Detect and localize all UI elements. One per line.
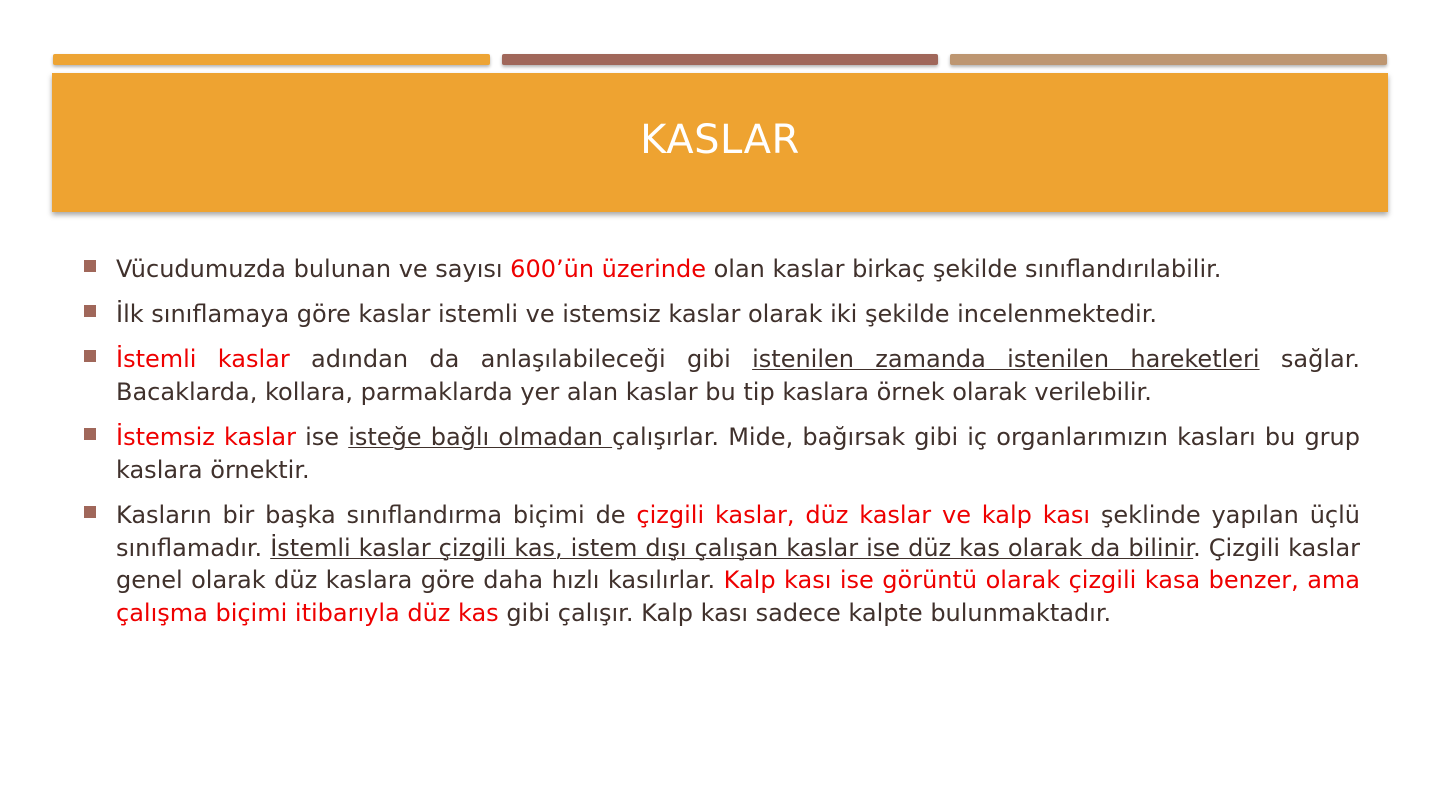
- square-bullet-icon: [84, 428, 96, 440]
- bullet-item-4: [83, 421, 1360, 486]
- square-bullet-icon: [84, 305, 96, 317]
- square-bullet-icon: [84, 260, 96, 272]
- bullet-item-1: [83, 253, 1360, 286]
- slide-title: KASLAR: [640, 116, 800, 163]
- square-bullet-icon: [84, 350, 96, 362]
- highlight-text: İstemli kaslar: [116, 345, 290, 373]
- bullet-text: Kasların bir başka sınıflandırma biçimi de: [116, 501, 637, 529]
- accent-bar-tan: [950, 54, 1387, 65]
- bullet-text: olan kaslar birkaç şekilde sınıflandırılabilir.: [705, 255, 1222, 283]
- bullet-item-5: [83, 499, 1360, 629]
- bullet-list: [83, 253, 1360, 642]
- highlight-text: çizgili kaslar, düz kaslar ve kalp kası: [636, 501, 1091, 529]
- bullet-text: . Çizgili kaslar genel olarak düz kaslara göre daha hızlı kasılırlar.: [116, 533, 1361, 594]
- bullet-text: şeklinde yapılan üçlü sınıflamadır.: [116, 501, 1360, 562]
- bullet-text: çalışırlar. Mide, bağırsak gibi iç organlarımızın kasları bu grup kaslara örnektir.: [116, 423, 1360, 484]
- underlined-text: İstemli kaslar çizgili kas, istem dışı çalışan kaslar ise düz kas olarak da bilinir: [270, 533, 1194, 562]
- bullet-text: sağlar. Bacaklarda, kollara, parmaklarda yer alan kaslar bu tip kaslara örnek olarak verilebilir.: [116, 345, 1361, 406]
- accent-bar-brown: [502, 54, 938, 65]
- underlined-text: istenilen zamanda istenilen hareketleri: [752, 345, 1260, 373]
- highlight-text: Kalp kası ise görüntü olarak çizgili kasa benzer, ama çalışma biçimi itibarıyla düz kas: [116, 566, 1360, 627]
- accent-bar-orange: [53, 54, 490, 65]
- title-banner: [52, 73, 1388, 212]
- bullet-text: adından da anlaşılabileceği gibi: [289, 345, 753, 373]
- bullet-text: İlk sınıflamaya göre kaslar istemli ve istemsiz kaslar olarak iki şekilde incelenmektedir.: [116, 299, 1158, 328]
- bullet-item-3: [83, 343, 1360, 408]
- bullet-text: Vücudumuzda bulunan ve sayısı: [116, 255, 511, 283]
- underlined-text: isteğe bağlı olmadan: [348, 423, 613, 451]
- bullet-item-2: [83, 298, 1360, 331]
- bullet-text: ise: [295, 423, 349, 451]
- highlight-text: İstemsiz kaslar: [116, 423, 296, 451]
- bullet-text: gibi çalışır. Kalp kası sadece kalpte bulunmaktadır.: [498, 598, 1112, 627]
- square-bullet-icon: [84, 506, 96, 518]
- highlight-text: 600’ün üzerinde: [510, 255, 706, 283]
